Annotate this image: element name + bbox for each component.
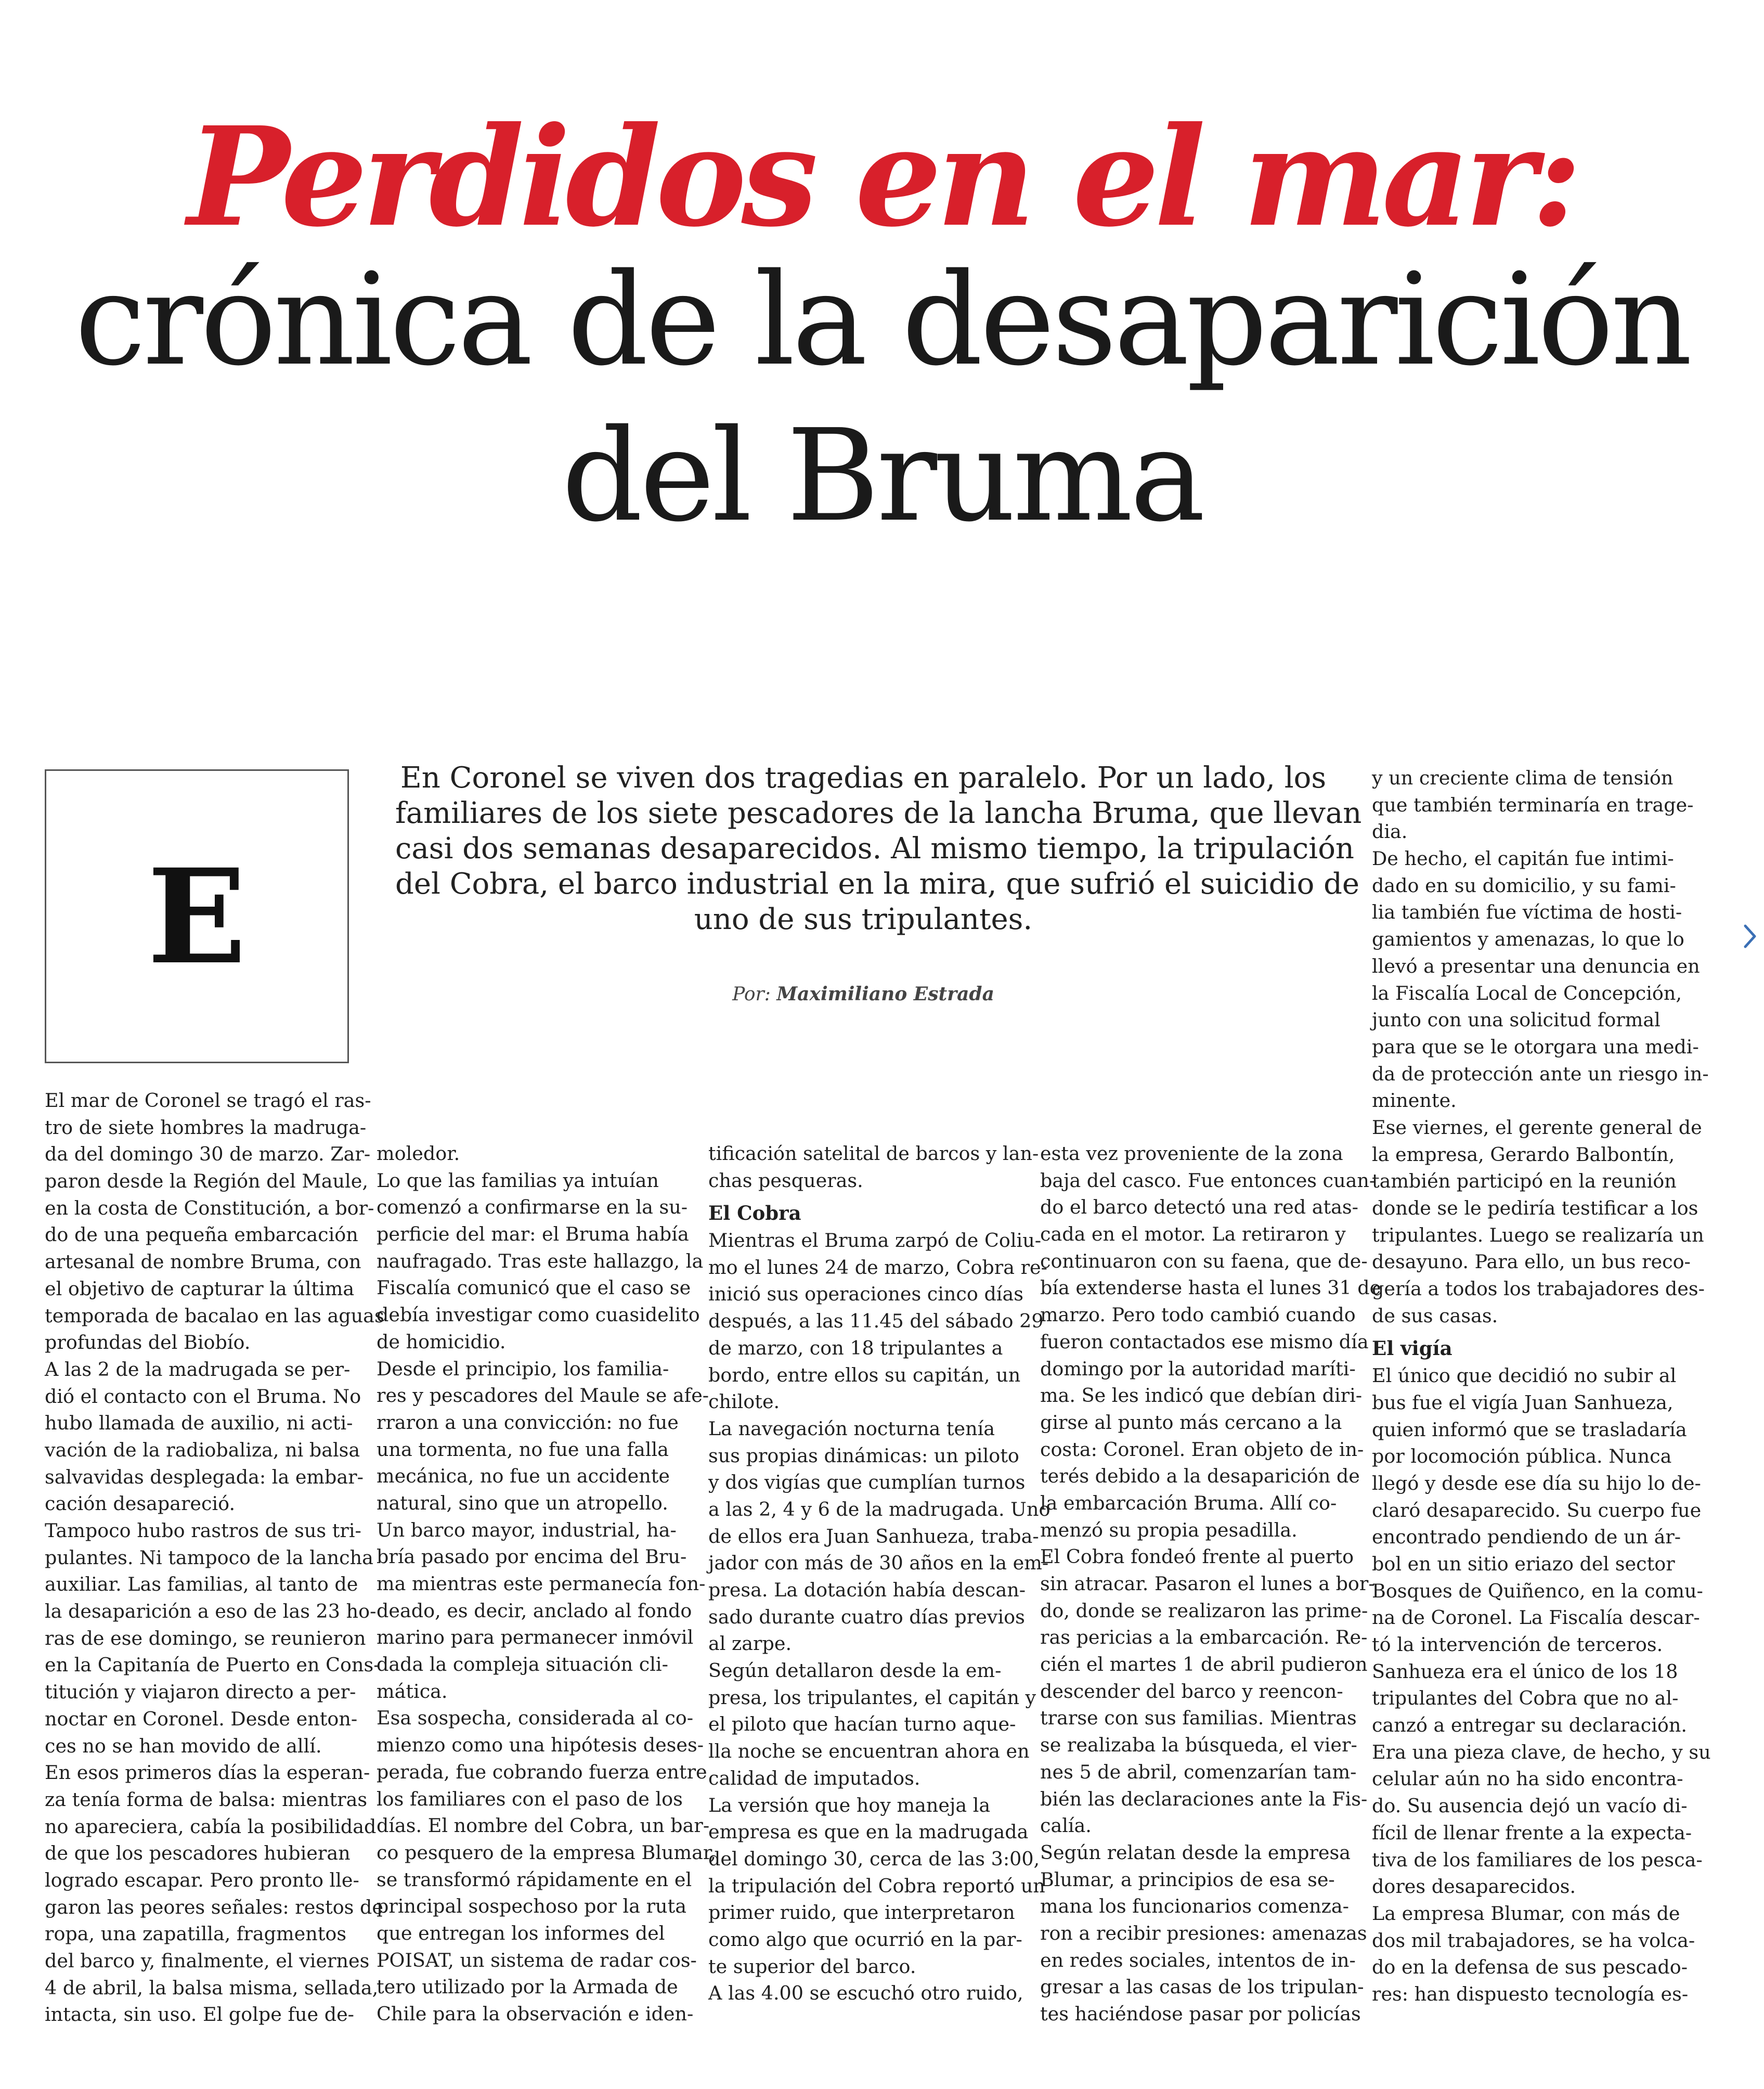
article-line: Ese viernes, el gerente general de (1372, 1116, 1702, 1139)
article-line: llevó a presentar una denuncia en (1372, 955, 1700, 977)
article-line: sus propias dinámicas: un piloto (708, 1444, 1019, 1467)
article-line: cación desapareció. (45, 1492, 236, 1515)
article-line: auxiliar. Las familias, al tanto de (45, 1573, 358, 1596)
article-line: El mar de Coronel se tragó el ras- (45, 1089, 371, 1112)
lead-line: uno de sus tripulantes. (694, 902, 1033, 936)
article-line: al zarpe. (708, 1632, 792, 1655)
article-line: La empresa Blumar, con más de (1372, 1902, 1680, 1925)
article-line: noctar en Coronel. Desde enton- (45, 1707, 358, 1730)
article-line: dores desaparecidos. (1372, 1875, 1576, 1898)
dropcap-box (45, 769, 349, 1063)
article-line: moledor. (377, 1142, 460, 1165)
article-line: mana los funcionarios comenza- (1040, 1895, 1349, 1918)
article-line: tó la intervención de terceros. (1372, 1633, 1663, 1656)
article-line: La versión que hoy maneja la (708, 1794, 991, 1816)
article-line: res: han dispuesto tecnología es- (1372, 1982, 1689, 2005)
article-line: tero utilizado por la Armada de (377, 1976, 678, 1998)
lead-paragraph (395, 760, 1362, 937)
article-line: una tormenta, no fue una falla (377, 1438, 669, 1461)
article-line: tiva de los familiares de los pesca- (1372, 1848, 1703, 1871)
article-line: intacta, sin uso. El golpe fue de- (45, 2003, 354, 2026)
byline (395, 983, 1331, 1005)
article-line: dado en su domicilio, y su fami- (1372, 874, 1676, 897)
article-line: A las 2 de la madrugada se per- (45, 1358, 351, 1381)
article-line: canzó a entregar su declaración. (1372, 1714, 1687, 1737)
lead-line: del Cobra, el barco industrial en la mira, que sufrió el suicidio de (395, 867, 1360, 901)
article-line: quien informó que se trasladaría (1372, 1418, 1687, 1441)
article-line: bus fue el vigía Juan Sanhueza, (1372, 1391, 1674, 1414)
section-subhead: El Cobra (708, 1202, 801, 1225)
article-line: mecánica, no fue un accidente (377, 1465, 670, 1488)
article-column-5 (1372, 765, 1711, 2008)
article-line: llegó y desde ese día su hijo lo de- (1372, 1472, 1701, 1494)
article-line: de marzo, con 18 tripulantes a (708, 1336, 1003, 1359)
article-line: El único que decidió no subir al (1372, 1364, 1677, 1387)
article-line: Sanhueza era el único de los 18 (1372, 1660, 1678, 1683)
article-line: empresa es que en la madrugada (708, 1821, 1029, 1843)
chevron-right-icon[interactable] (1740, 921, 1760, 952)
article-line: En esos primeros días la esperan- (45, 1761, 370, 1784)
article-line: artesanal de nombre Bruma, con (45, 1250, 361, 1273)
article-line: comenzó a confirmarse en la su- (377, 1196, 688, 1219)
headline-line-3: del Bruma (561, 402, 1203, 550)
article-line: natural, sino que un atropello. (377, 1491, 668, 1514)
article-line: naufragado. Tras este hallazgo, la (377, 1249, 704, 1272)
article-line: De hecho, el capitán fue intimi- (1372, 847, 1674, 870)
section-subhead: El vigía (1372, 1337, 1452, 1360)
article-line: debía investigar como cuasidelito (377, 1304, 700, 1326)
article-line: Chile para la observación e iden- (377, 2003, 694, 2025)
article-line: en redes sociales, intentos de in- (1040, 1949, 1356, 1971)
article-line: bién las declaraciones ante la Fis- (1040, 1787, 1368, 1810)
article-line: za tenía forma de balsa: mientras (45, 1788, 368, 1811)
article-line: paron desde la Región del Maule, (45, 1170, 368, 1193)
article-line: continuaron con su faena, que de- (1040, 1249, 1368, 1272)
article-line: te superior del barco. (708, 1955, 916, 1978)
article-line: sin atracar. Pasaron el lunes a bor- (1040, 1572, 1375, 1595)
headline-line-2-3 (0, 242, 1764, 554)
article-line: res y pescadores del Maule se afe- (377, 1384, 709, 1407)
article-line: Era una pieza clave, de hecho, y su (1372, 1740, 1711, 1763)
article-line: mática. (377, 1680, 448, 1703)
article-line: del barco y, finalmente, el viernes (45, 1950, 370, 1972)
article-line: do de una pequeña embarcación (45, 1223, 358, 1246)
article-line: mo el lunes 24 de marzo, Cobra re- (708, 1256, 1047, 1279)
article-line: rraron a una convicción: no fue (377, 1411, 679, 1434)
article-line: ras pericias a la embarcación. Re- (1040, 1626, 1368, 1649)
article-line: la Fiscalía Local de Concepción, (1372, 982, 1682, 1004)
article-line: los familiares con el paso de los (377, 1787, 683, 1810)
article-line: para que se le otorgara una medi- (1372, 1035, 1699, 1058)
lead-line: familiares de los siete pescadores de la lancha Bruma, que llevan (395, 796, 1362, 830)
article-line: terés debido a la desaparición de (1040, 1465, 1360, 1488)
article-line: en la Capitanía de Puerto en Cons- (45, 1654, 380, 1677)
article-line: menzó su propia pesadilla. (1040, 1518, 1298, 1541)
byline-author: Maximiliano Estrada (776, 983, 994, 1005)
article-line: inició sus operaciones cinco días (708, 1283, 1023, 1306)
article-line: calía. (1040, 1814, 1092, 1837)
article-line: como algo que ocurrió en la par- (708, 1928, 1022, 1951)
article-line: costa: Coronel. Eran objeto de in- (1040, 1438, 1364, 1461)
article-line: Desde el principio, los familia- (377, 1357, 669, 1380)
article-line: cada en el motor. La retiraron y (1040, 1223, 1346, 1246)
headline-line-2: crónica de la desaparición (74, 246, 1690, 394)
article-line: hubo llamada de auxilio, ni acti- (45, 1412, 353, 1435)
article-line: después, a las 11.45 del sábado 29 (708, 1310, 1044, 1333)
article-line: El Cobra fondeó frente al puerto (1040, 1545, 1354, 1568)
article-line: cién el martes 1 de abril pudieron (1040, 1653, 1368, 1676)
article-line: do en la defensa de sus pescado- (1372, 1956, 1688, 1979)
article-line: baja del casco. Fue entonces cuan- (1040, 1169, 1376, 1192)
article-line: Según detallaron desde la em- (708, 1659, 1002, 1682)
article-line: tro de siete hombres la madruga- (45, 1116, 367, 1139)
article-line: la tripulación del Cobra reportó un (708, 1874, 1045, 1897)
article-line: tripulantes del Cobra que no al- (1372, 1687, 1679, 1710)
article-line: sado durante cuatro días previos (708, 1605, 1025, 1628)
article-line: bía extenderse hasta el lunes 31 de (1040, 1276, 1381, 1299)
article-line: do, donde se realizaron las prime- (1040, 1599, 1368, 1622)
article-line: da de protección ante un riesgo in- (1372, 1062, 1709, 1085)
article-line: marino para permanecer inmóvil (377, 1626, 694, 1649)
article-line: se realizaba la búsqueda, el vier- (1040, 1734, 1357, 1757)
article-line: a las 2, 4 y 6 de la madrugada. Uno (708, 1498, 1050, 1520)
article-line: descender del barco y reencon- (1040, 1680, 1343, 1703)
article-line: Según relatan desde la empresa (1040, 1841, 1351, 1864)
byline-prefix: Por: (732, 984, 771, 1005)
article-line: nes 5 de abril, comenzarían tam- (1040, 1760, 1357, 1783)
article-line: calidad de imputados. (708, 1766, 920, 1789)
article-line: bría pasado por encima del Bru- (377, 1545, 687, 1568)
article-line: trarse con sus familias. Mientras (1040, 1707, 1357, 1730)
article-line: titución y viajaron directo a per- (45, 1681, 356, 1704)
article-line: gresar a las casas de los tripulan- (1040, 1976, 1364, 1998)
article-line: el objetivo de capturar la última (45, 1277, 355, 1300)
article-line: fícil de llenar frente a la expecta- (1372, 1821, 1692, 1844)
article-line: na de Coronel. La Fiscalía descar- (1372, 1606, 1700, 1629)
article-line: 4 de abril, la balsa misma, sellada, (45, 1976, 379, 1999)
article-line: encontrado pendiendo de un ár- (1372, 1526, 1681, 1549)
article-line: ropa, una zapatilla, fragmentos (45, 1923, 347, 1945)
article-line: minente. (1372, 1089, 1457, 1112)
article-line: jador con más de 30 años en la em- (708, 1552, 1049, 1575)
article-line: Lo que las familias ya intuían (377, 1169, 659, 1192)
article-line: que también terminaría en trage- (1372, 793, 1694, 816)
article-line: Un barco mayor, industrial, ha- (377, 1518, 677, 1541)
article-line: en la costa de Constitución, a bor- (45, 1196, 374, 1219)
article-line: por locomoción pública. Nunca (1372, 1445, 1672, 1468)
article-line: el piloto que hacían turno aque- (708, 1713, 1016, 1736)
headline-line-1: Perdidos en el mar: (187, 97, 1577, 257)
article-line: perficie del mar: el Bruma había (377, 1223, 689, 1246)
article-line: presa, los tripulantes, el capitán y (708, 1686, 1036, 1709)
article-line: lia también fue víctima de hosti- (1372, 901, 1682, 924)
article-line: vación de la radiobaliza, ni balsa (45, 1438, 360, 1461)
article-line: dos mil trabajadores, se ha volca- (1372, 1929, 1695, 1952)
article-line: Bosques de Quiñenco, en la comu- (1372, 1579, 1703, 1602)
article-line: dia. (1372, 820, 1408, 843)
article-line: esta vez proveniente de la zona (1040, 1142, 1343, 1165)
article-line: junto con una solicitud formal (1372, 1009, 1661, 1031)
article-line: Mientras el Bruma zarpó de Coliu- (708, 1229, 1042, 1252)
article-line: chas pesqueras. (708, 1169, 863, 1192)
article-line: deado, es decir, anclado al fondo (377, 1599, 692, 1622)
article-line: logrado escapar. Pero pronto lle- (45, 1868, 359, 1891)
article-line: marzo. Pero todo cambió cuando (1040, 1304, 1356, 1326)
article-line: gería a todos los trabajadores des- (1372, 1278, 1705, 1300)
article-line: y dos vigías que cumplían turnos (708, 1471, 1026, 1494)
article-line: chilote. (708, 1390, 780, 1413)
article-line: días. El nombre del Cobra, un bar- (377, 1814, 710, 1837)
article-line: girse al punto más cercano a la (1040, 1411, 1342, 1434)
article-line: pulantes. Ni tampoco de la lancha (45, 1546, 373, 1569)
article-line: de sus casas. (1372, 1304, 1498, 1327)
article-line: celular aún no ha sido encontra- (1372, 1768, 1683, 1790)
article-line: bordo, entre ellos su capitán, un (708, 1363, 1021, 1386)
article-column-4 (1040, 1140, 1381, 2028)
article-line: do el barco detectó una red atas- (1040, 1196, 1358, 1219)
article-line: lla noche se encuentran ahora en (708, 1740, 1030, 1763)
article-line: da del domingo 30 de marzo. Zar- (45, 1143, 371, 1166)
dropcap-letter: E (147, 840, 247, 993)
article-line: claró desaparecido. Su cuerpo fue (1372, 1499, 1702, 1521)
article-line: ces no se han movido de allí. (45, 1734, 322, 1757)
article-line: Blumar, a principios de esa se- (1040, 1868, 1335, 1891)
article-line: primer ruido, que interpretaron (708, 1901, 1015, 1924)
article-line: principal sospechoso por la ruta (377, 1895, 686, 1918)
article-line: ma mientras este permanecía fon- (377, 1572, 706, 1595)
article-line: la desaparición a eso de las 23 ho- (45, 1600, 377, 1623)
article-line: de que los pescadores hubieran (45, 1842, 351, 1865)
article-line: bol en un sitio eriazo del sector (1372, 1552, 1675, 1575)
article-line: ma. Se les indicó que debían diri- (1040, 1384, 1363, 1407)
article-line: desayuno. Para ello, un bus reco- (1372, 1250, 1691, 1273)
article-line: mienzo como una hipótesis deses- (377, 1734, 704, 1757)
lead-line: En Coronel se viven dos tragedias en paralelo. Por un lado, los (400, 761, 1327, 795)
article-line: donde se le pediría testificar a los (1372, 1197, 1698, 1219)
article-line: presa. La dotación había descan- (708, 1579, 1026, 1601)
lead-line: casi dos semanas desaparecidos. Al mismo tiempo, la tripulación (395, 832, 1354, 866)
article-line: tripulantes. Luego se realizaría un (1372, 1223, 1704, 1246)
article-line: fueron contactados ese mismo día (1040, 1330, 1369, 1353)
article-column-3 (708, 1140, 1050, 2007)
article-line: de ellos era Juan Sanhueza, traba- (708, 1525, 1039, 1548)
article-line: Fiscalía comunicó que el caso se (377, 1276, 691, 1299)
article-line: la embarcación Bruma. Allí co- (1040, 1491, 1337, 1514)
article-line: Esa sospecha, considerada al co- (377, 1707, 694, 1730)
article-line: garon las peores señales: restos de (45, 1895, 383, 1918)
article-line: tificación satelital de barcos y lan- (708, 1142, 1039, 1165)
article-line: que entregan los informes del (377, 1922, 665, 1944)
article-line: perada, fue cobrando fuerza entre (377, 1760, 707, 1783)
article-line: se transformó rápidamente en el (377, 1868, 692, 1891)
article-line: del domingo 30, cerca de las 3:00, (708, 1847, 1040, 1870)
article-line: tes haciéndose pasar por policías (1040, 2003, 1361, 2025)
article-line: también participó en la reunión (1372, 1170, 1677, 1193)
article-line: La navegación nocturna tenía (708, 1417, 995, 1440)
article-line: de homicidio. (377, 1330, 506, 1353)
article-line: salvavidas desplegada: la embar- (45, 1465, 364, 1488)
article-line: gamientos y amenazas, lo que lo (1372, 928, 1684, 951)
article-line: co pesquero de la empresa Blumar, (377, 1841, 716, 1864)
article-line: Tampoco hubo rastros de sus tri- (45, 1519, 361, 1542)
article-line: no apareciera, cabía la posibilidad (45, 1815, 377, 1838)
article-line: A las 4.00 se escuchó otro ruido, (708, 1982, 1023, 2005)
article-column-1 (45, 1087, 384, 2028)
article-line: dada la compleja situación cli- (377, 1653, 668, 1676)
article-column-2 (377, 1140, 716, 2028)
article-line: ras de ese domingo, se reunieron (45, 1627, 366, 1649)
article-line: ron a recibir presiones: amenazas (1040, 1922, 1367, 1944)
article-line: temporada de bacalao en las aguas (45, 1304, 384, 1327)
article-line: profundas del Biobío. (45, 1331, 251, 1354)
article-line: POISAT, un sistema de radar cos- (377, 1949, 697, 1971)
article-line: domingo por la autoridad maríti- (1040, 1357, 1356, 1380)
article-line: la empresa, Gerardo Balbontín, (1372, 1143, 1675, 1166)
article-line: y un creciente clima de tensión (1372, 767, 1674, 789)
article-line: dió el contacto con el Bruma. No (45, 1385, 361, 1408)
article-line: do. Su ausencia dejó un vacío di- (1372, 1795, 1688, 1817)
